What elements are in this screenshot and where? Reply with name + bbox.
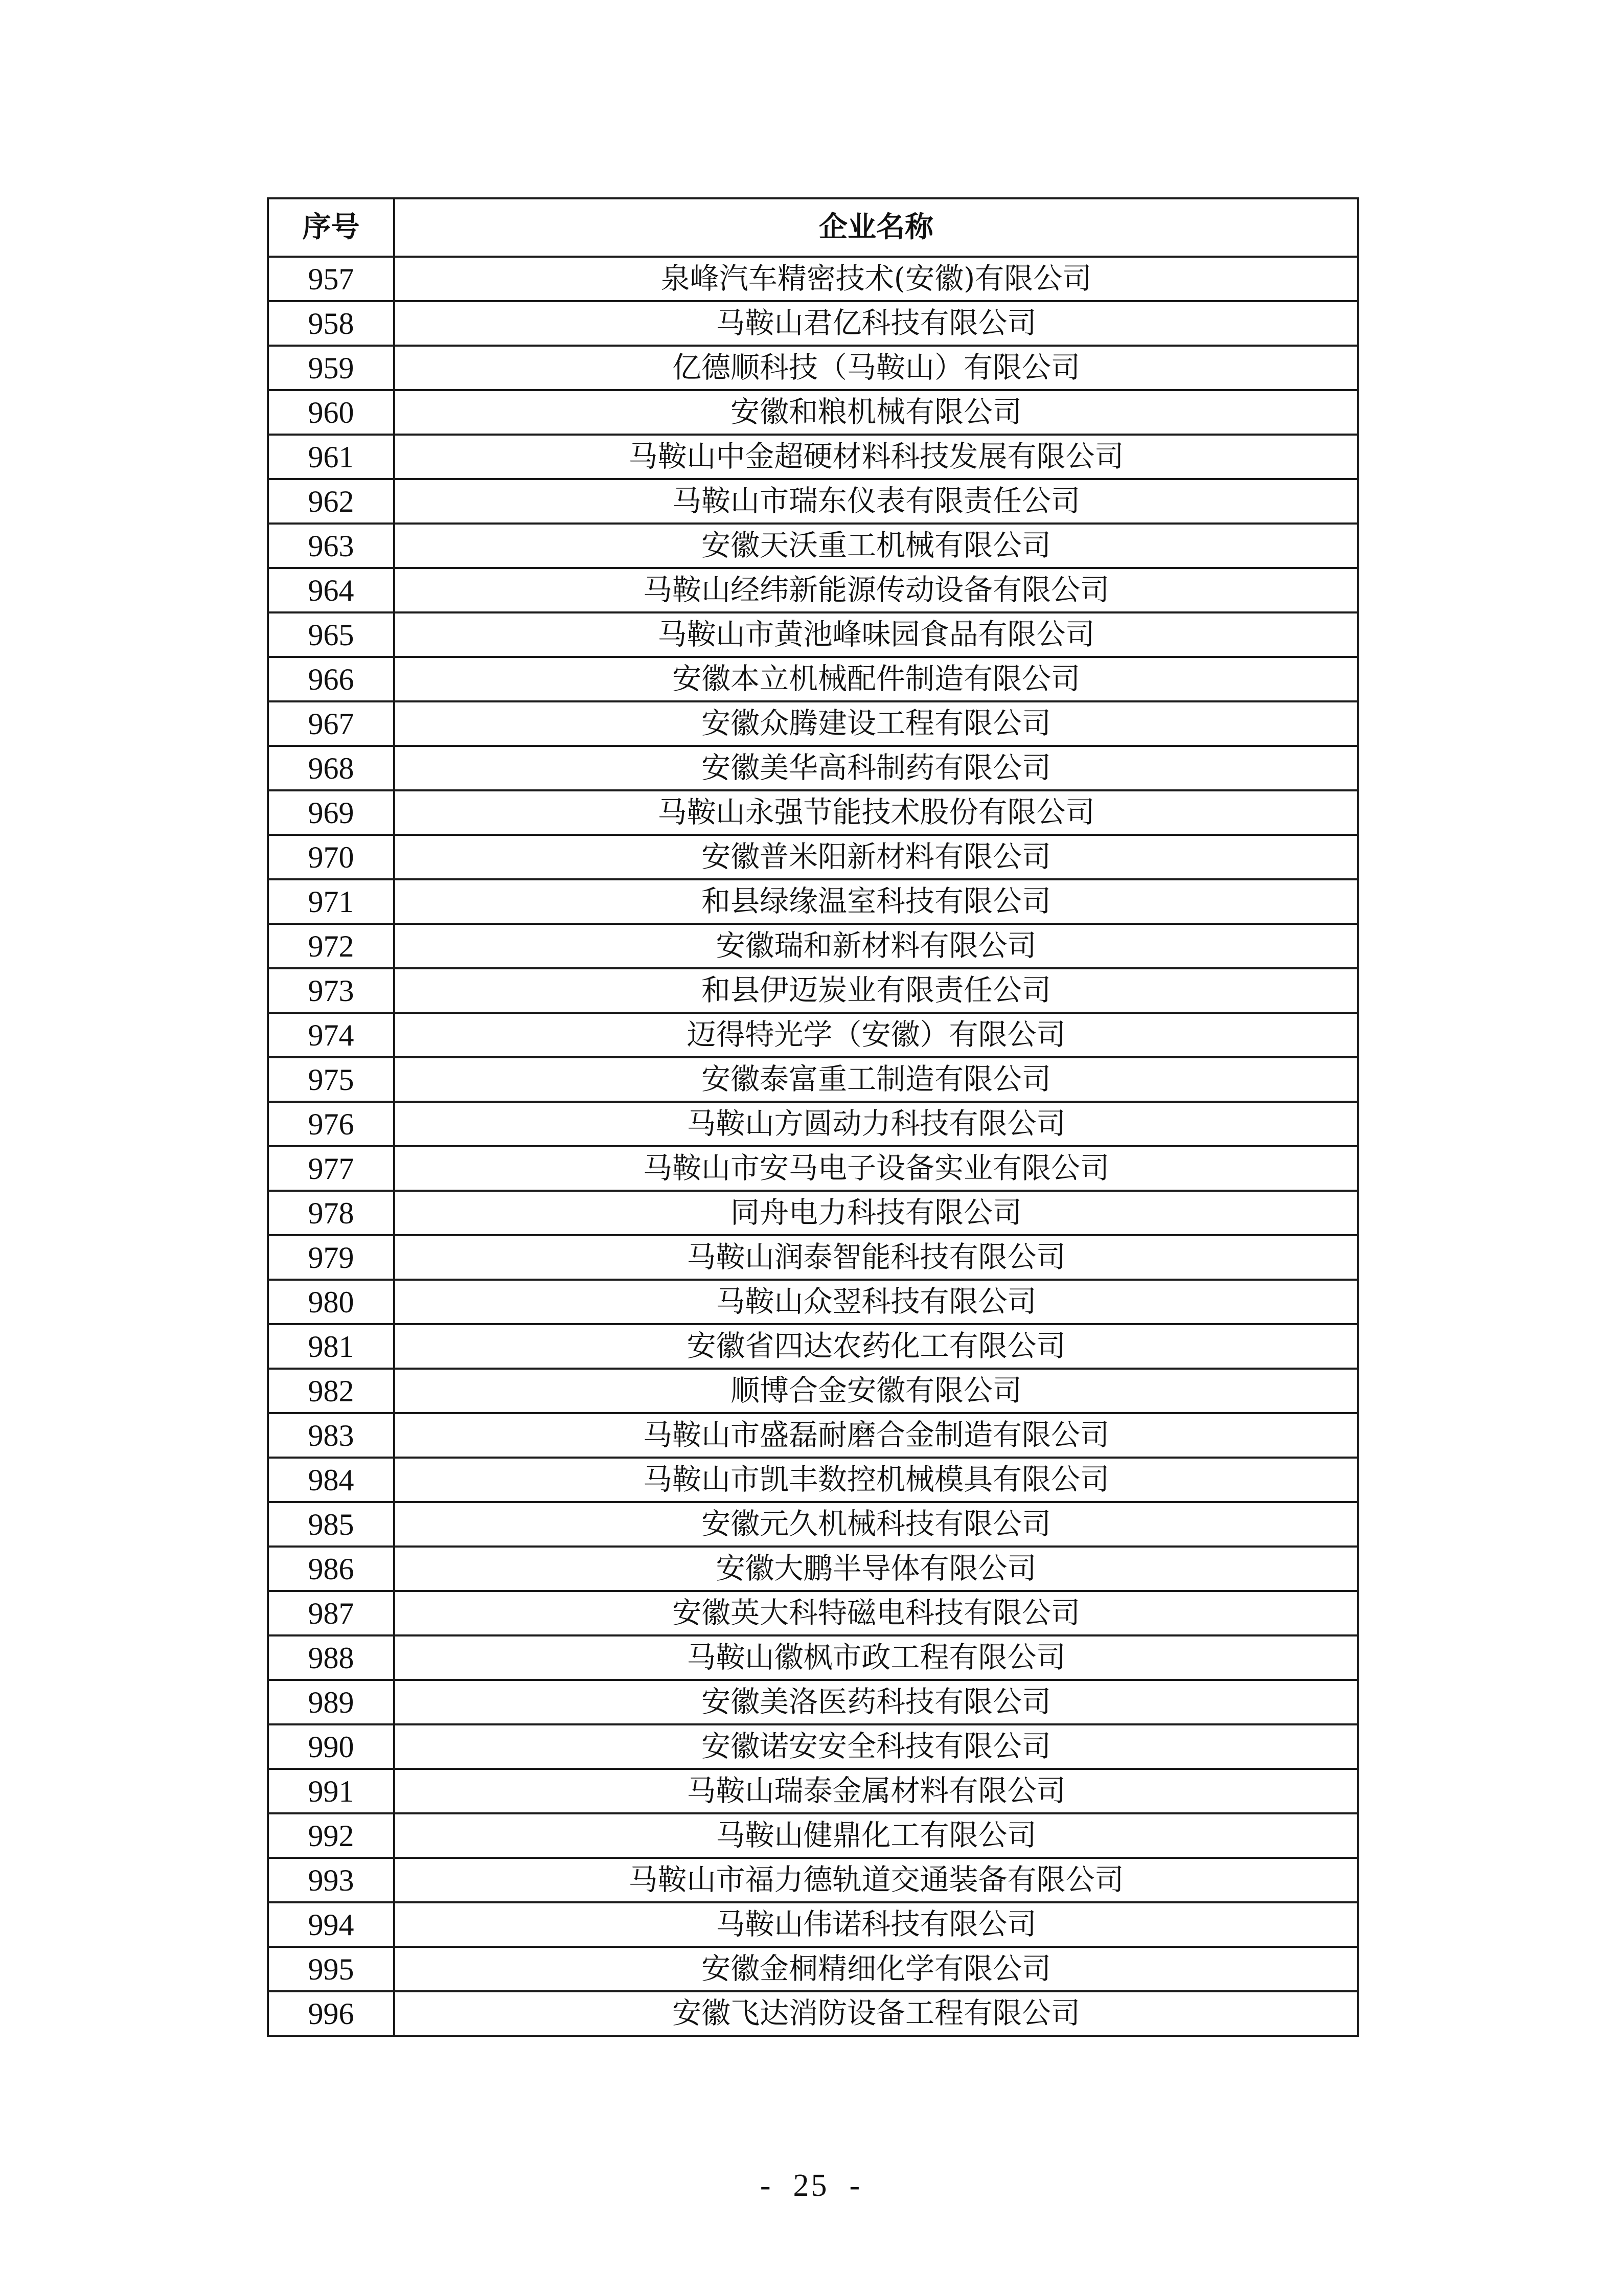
row-seq: 978 — [268, 1191, 394, 1235]
table-row — [268, 968, 1358, 1013]
row-seq: 977 — [268, 1146, 394, 1191]
row-seq: 996 — [268, 1991, 394, 2036]
row-company-name: 泉峰汽车精密技术(安徽)有限公司 — [394, 257, 1358, 301]
table-row — [268, 790, 1358, 835]
table-row — [268, 612, 1358, 657]
row-company-name: 马鞍山市瑞东仪表有限责任公司 — [394, 479, 1358, 524]
row-seq: 967 — [268, 701, 394, 746]
row-seq: 975 — [268, 1057, 394, 1102]
row-company-name: 安徽普米阳新材料有限公司 — [394, 835, 1358, 879]
table-row — [268, 1635, 1358, 1680]
row-seq: 962 — [268, 479, 394, 524]
table-row — [268, 1947, 1358, 1991]
row-seq: 982 — [268, 1369, 394, 1413]
table-row — [268, 657, 1358, 701]
row-company-name: 马鞍山徽枫市政工程有限公司 — [394, 1635, 1358, 1680]
table-row — [268, 1502, 1358, 1547]
row-company-name: 安徽大鹏半导体有限公司 — [394, 1547, 1358, 1591]
row-seq: 983 — [268, 1413, 394, 1458]
row-company-name: 马鞍山市黄池峰味园食品有限公司 — [394, 612, 1358, 657]
table-row — [268, 1991, 1358, 2036]
row-company-name: 马鞍山中金超硬材料科技发展有限公司 — [394, 435, 1358, 479]
row-seq: 988 — [268, 1635, 394, 1680]
row-company-name: 安徽诺安安全科技有限公司 — [394, 1724, 1358, 1769]
table-row — [268, 1102, 1358, 1146]
company-list-table — [267, 197, 1359, 2037]
row-seq: 963 — [268, 524, 394, 568]
row-seq: 985 — [268, 1502, 394, 1547]
row-seq: 972 — [268, 924, 394, 968]
row-company-name: 安徽天沃重工机械有限公司 — [394, 524, 1358, 568]
row-seq: 990 — [268, 1724, 394, 1769]
row-company-name: 顺博合金安徽有限公司 — [394, 1369, 1358, 1413]
table-row — [268, 1769, 1358, 1813]
row-seq: 964 — [268, 568, 394, 612]
row-company-name: 马鞍山瑞泰金属材料有限公司 — [394, 1769, 1358, 1813]
row-seq: 979 — [268, 1235, 394, 1280]
table-row — [268, 1324, 1358, 1369]
table-row — [268, 1280, 1358, 1324]
table-row — [268, 746, 1358, 790]
page-number — [0, 2168, 1622, 2204]
row-seq: 969 — [268, 790, 394, 835]
page-number-dash-right: - — [849, 2168, 862, 2203]
row-seq: 981 — [268, 1324, 394, 1369]
row-company-name: 安徽省四达农药化工有限公司 — [394, 1324, 1358, 1369]
row-seq: 968 — [268, 746, 394, 790]
row-company-name: 安徽英大科特磁电科技有限公司 — [394, 1591, 1358, 1635]
row-seq: 991 — [268, 1769, 394, 1813]
row-company-name: 安徽泰富重工制造有限公司 — [394, 1057, 1358, 1102]
table-row — [268, 1724, 1358, 1769]
row-seq: 959 — [268, 346, 394, 390]
row-seq: 961 — [268, 435, 394, 479]
row-company-name: 安徽美洛医药科技有限公司 — [394, 1680, 1358, 1724]
row-company-name: 马鞍山市福力德轨道交通装备有限公司 — [394, 1858, 1358, 1902]
table-row — [268, 479, 1358, 524]
row-seq: 992 — [268, 1813, 394, 1858]
row-company-name: 安徽和粮机械有限公司 — [394, 390, 1358, 435]
page-number-value: 25 — [793, 2168, 829, 2203]
row-company-name: 同舟电力科技有限公司 — [394, 1191, 1358, 1235]
row-company-name: 迈得特光学（安徽）有限公司 — [394, 1013, 1358, 1057]
row-company-name: 马鞍山市盛磊耐磨合金制造有限公司 — [394, 1413, 1358, 1458]
row-seq: 976 — [268, 1102, 394, 1146]
table-row — [268, 1191, 1358, 1235]
table-row — [268, 390, 1358, 435]
table-row — [268, 1902, 1358, 1947]
table-row — [268, 1413, 1358, 1458]
header-company-name: 企业名称 — [394, 198, 1358, 257]
table-row — [268, 1146, 1358, 1191]
row-company-name: 马鞍山市凯丰数控机械模具有限公司 — [394, 1458, 1358, 1502]
table-header-row — [268, 198, 1358, 257]
row-company-name: 马鞍山方圆动力科技有限公司 — [394, 1102, 1358, 1146]
row-seq: 984 — [268, 1458, 394, 1502]
row-seq: 987 — [268, 1591, 394, 1635]
table-row — [268, 1013, 1358, 1057]
row-company-name: 马鞍山永强节能技术股份有限公司 — [394, 790, 1358, 835]
row-company-name: 和县绿缘温室科技有限公司 — [394, 879, 1358, 924]
row-company-name: 安徽美华高科制药有限公司 — [394, 746, 1358, 790]
row-company-name: 安徽瑞和新材料有限公司 — [394, 924, 1358, 968]
row-seq: 974 — [268, 1013, 394, 1057]
table-row — [268, 301, 1358, 346]
row-seq: 960 — [268, 390, 394, 435]
row-company-name: 马鞍山伟诺科技有限公司 — [394, 1902, 1358, 1947]
row-seq: 995 — [268, 1947, 394, 1991]
table-row — [268, 1858, 1358, 1902]
table-row — [268, 1369, 1358, 1413]
table-row — [268, 879, 1358, 924]
page-number-dash-left: - — [760, 2168, 773, 2203]
table-row — [268, 346, 1358, 390]
row-seq: 971 — [268, 879, 394, 924]
table-row — [268, 1547, 1358, 1591]
table-row — [268, 435, 1358, 479]
header-seq: 序号 — [268, 198, 394, 257]
table-row — [268, 1680, 1358, 1724]
table-row — [268, 257, 1358, 301]
table-row — [268, 1458, 1358, 1502]
row-seq: 957 — [268, 257, 394, 301]
row-company-name: 安徽众腾建设工程有限公司 — [394, 701, 1358, 746]
row-company-name: 马鞍山市安马电子设备实业有限公司 — [394, 1146, 1358, 1191]
row-seq: 965 — [268, 612, 394, 657]
table-row — [268, 1813, 1358, 1858]
row-company-name: 和县伊迈炭业有限责任公司 — [394, 968, 1358, 1013]
table-body — [268, 257, 1358, 2036]
table-row — [268, 924, 1358, 968]
row-seq: 989 — [268, 1680, 394, 1724]
row-company-name: 马鞍山健鼎化工有限公司 — [394, 1813, 1358, 1858]
row-seq: 958 — [268, 301, 394, 346]
table-row — [268, 701, 1358, 746]
row-company-name: 马鞍山君亿科技有限公司 — [394, 301, 1358, 346]
row-company-name: 马鞍山众翌科技有限公司 — [394, 1280, 1358, 1324]
row-company-name: 亿德顺科技（马鞍山）有限公司 — [394, 346, 1358, 390]
table-row — [268, 1235, 1358, 1280]
row-company-name: 安徽元久机械科技有限公司 — [394, 1502, 1358, 1547]
row-seq: 994 — [268, 1902, 394, 1947]
row-seq: 986 — [268, 1547, 394, 1591]
table-row — [268, 835, 1358, 879]
row-company-name: 马鞍山经纬新能源传动设备有限公司 — [394, 568, 1358, 612]
row-seq: 966 — [268, 657, 394, 701]
row-company-name: 安徽金桐精细化学有限公司 — [394, 1947, 1358, 1991]
row-company-name: 安徽飞达消防设备工程有限公司 — [394, 1991, 1358, 2036]
row-company-name: 马鞍山润泰智能科技有限公司 — [394, 1235, 1358, 1280]
row-seq: 980 — [268, 1280, 394, 1324]
table-row — [268, 568, 1358, 612]
row-seq: 973 — [268, 968, 394, 1013]
row-company-name: 安徽本立机械配件制造有限公司 — [394, 657, 1358, 701]
row-seq: 970 — [268, 835, 394, 879]
table-row — [268, 524, 1358, 568]
table-row — [268, 1591, 1358, 1635]
row-seq: 993 — [268, 1858, 394, 1902]
table-row — [268, 1057, 1358, 1102]
